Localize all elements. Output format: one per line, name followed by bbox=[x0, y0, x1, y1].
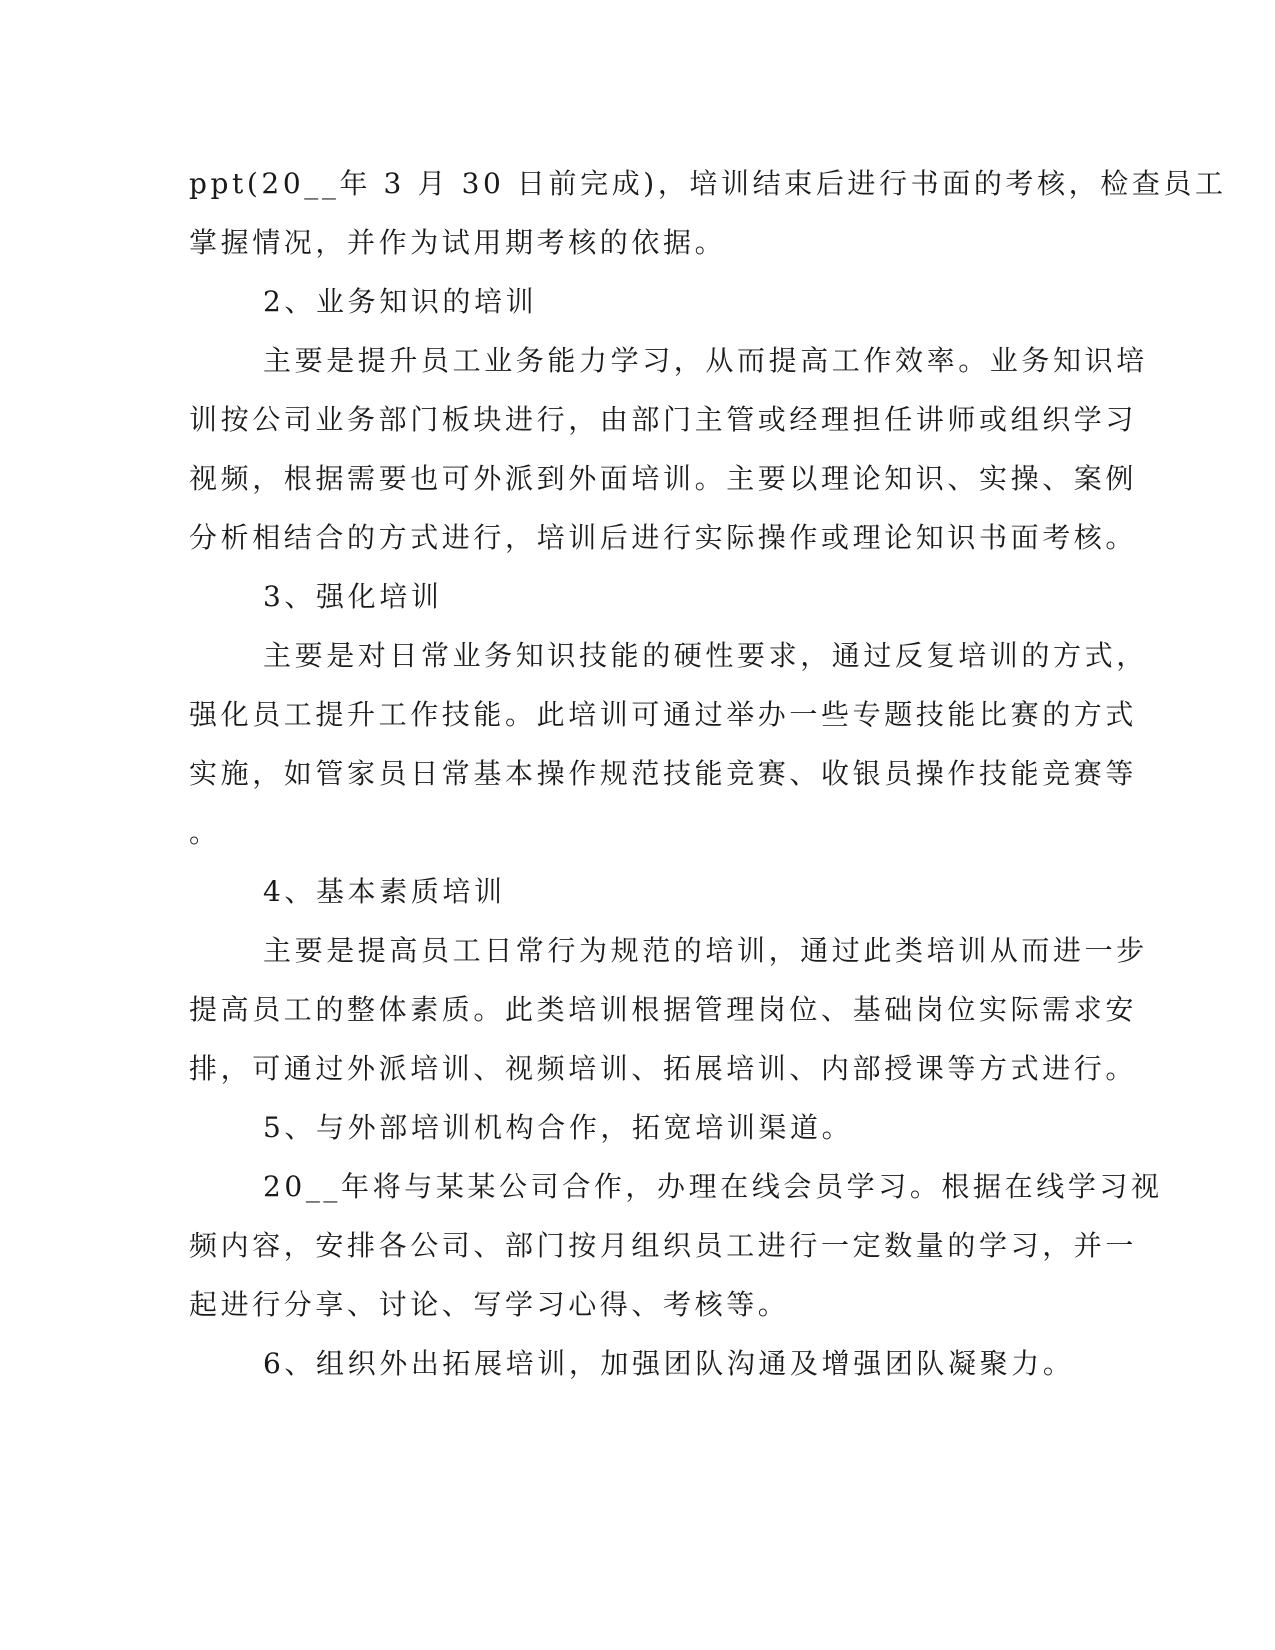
paragraph-line: 视频，根据需要也可外派到外面培训。主要以理论知识、实操、案例 bbox=[189, 462, 1138, 495]
paragraph-line: 分析相结合的方式进行，培训后进行实际操作或理论知识书面考核。 bbox=[189, 521, 1138, 554]
section-heading: 5、与外部培训机构合作，拓宽培训渠道。 bbox=[263, 1111, 854, 1144]
paragraph-line: 排，可通过外派培训、视频培训、拓展培训、内部授课等方式进行。 bbox=[189, 1052, 1138, 1085]
paragraph-line: 。 bbox=[189, 816, 221, 849]
paragraph-line: 起进行分享、讨论、写学习心得、考核等。 bbox=[189, 1288, 790, 1321]
paragraph-line: 主要是对日常业务知识技能的硬性要求，通过反复培训的方式， bbox=[263, 639, 1148, 672]
section-heading: 3、强化培训 bbox=[263, 580, 443, 613]
paragraph-line: 提高员工的整体素质。此类培训根据管理岗位、基础岗位实际需求安 bbox=[189, 993, 1138, 1026]
paragraph-line: 掌握情况，并作为试用期考核的依据。 bbox=[189, 226, 727, 259]
paragraph-line: 主要是提升员工业务能力学习，从而提高工作效率。业务知识培 bbox=[263, 344, 1148, 377]
paragraph-line: 强化员工提升工作技能。此培训可通过举办一些专题技能比赛的方式 bbox=[189, 698, 1138, 731]
paragraph-line: 主要是提高员工日常行为规范的培训，通过此类培训从而进一步 bbox=[263, 934, 1148, 967]
paragraph-line: 20__年将与某某公司合作，办理在线会员学习。根据在线学习视 bbox=[263, 1170, 1163, 1203]
paragraph-line: 频内容，安排各公司、部门按月组织员工进行一定数量的学习，并一 bbox=[189, 1229, 1138, 1262]
paragraph-line: 训按公司业务部门板块进行，由部门主管或经理担任讲师或组织学习 bbox=[189, 403, 1138, 436]
paragraph-line: ppt(20__年 3 月 30 日前完成)，培训结束后进行书面的考核，检查员工 bbox=[189, 167, 1227, 200]
section-heading: 6、组织外出拓展培训，加强团队沟通及增强团队凝聚力。 bbox=[263, 1347, 1075, 1380]
section-heading: 4、基本素质培训 bbox=[263, 875, 506, 908]
section-heading: 2、业务知识的培训 bbox=[263, 285, 538, 318]
paragraph-line: 实施，如管家员日常基本操作规范技能竞赛、收银员操作技能竞赛等 bbox=[189, 757, 1138, 790]
